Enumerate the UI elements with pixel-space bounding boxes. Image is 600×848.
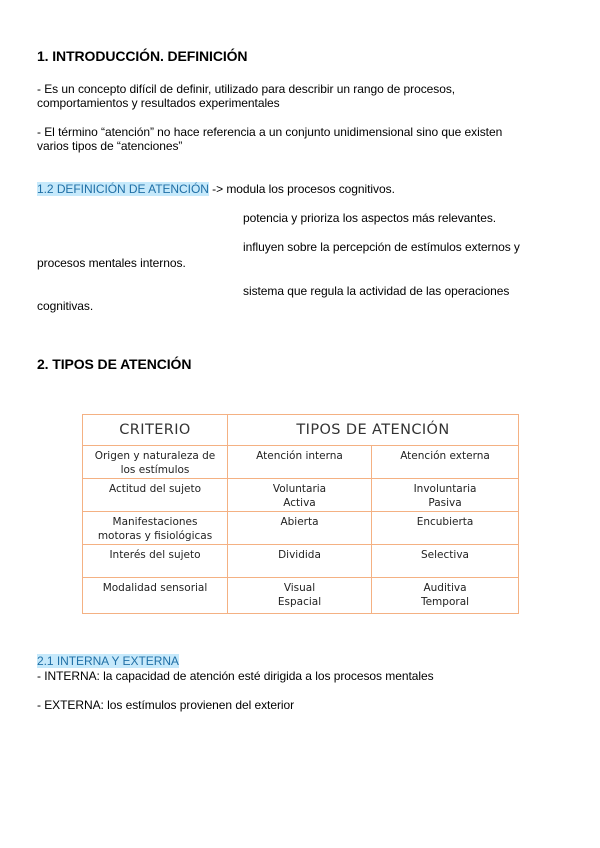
table-cell: Atención interna xyxy=(228,446,372,479)
paragraph-1-line-1: - Es un concepto difícil de definir, utilizado para describir un rango de procesos, xyxy=(37,82,456,96)
definition-text-1: -> modula los procesos cognitivos. xyxy=(208,182,395,196)
table-cell-criterio: Interés del sujeto xyxy=(83,545,228,578)
definition-line-1 xyxy=(37,182,395,196)
attention-types-table xyxy=(82,414,519,614)
table-row xyxy=(83,446,519,479)
table-row xyxy=(83,578,519,614)
definition-line-3a: influyen sobre la percepción de estímulos externos y xyxy=(243,240,520,254)
definition-line-2: potencia y prioriza los aspectos más relevantes. xyxy=(243,211,497,225)
paragraph-2-line-2: varios tipos de “atenciones” xyxy=(37,139,183,153)
section-2-1-title-line xyxy=(37,654,179,668)
section-2-1-title: 2.1 INTERNA Y EXTERNA xyxy=(37,654,179,668)
table-cell: Atención externa xyxy=(372,446,519,479)
table-cell: Involuntaria Pasiva xyxy=(372,479,519,512)
section-1-title: 1. INTRODUCCIÓN. DEFINICIÓN xyxy=(37,48,248,64)
table-cell: Dividida xyxy=(228,545,372,578)
table-header-row xyxy=(83,415,519,446)
section-1-2-title: 1.2 DEFINICIÓN DE ATENCIÓN xyxy=(37,182,209,196)
table-cell: Auditiva Temporal xyxy=(372,578,519,614)
table-row xyxy=(83,545,519,578)
header-criterio: CRITERIO xyxy=(83,415,228,446)
table-cell: Abierta xyxy=(228,512,372,545)
table-cell-criterio: Manifestaciones motoras y fisiológicas xyxy=(83,512,228,545)
interna-line: - INTERNA: la capacidad de atención esté dirigida a los procesos mentales xyxy=(37,669,434,683)
table-cell-criterio: Actitud del sujeto xyxy=(83,479,228,512)
table-cell: Visual Espacial xyxy=(228,578,372,614)
header-tipos: TIPOS DE ATENCIÓN xyxy=(228,415,519,446)
definition-line-4a: sistema que regula la actividad de las operaciones xyxy=(243,284,510,298)
table-cell-criterio: Origen y naturaleza de los estímulos xyxy=(83,446,228,479)
table-cell: Selectiva xyxy=(372,545,519,578)
section-2-title: 2. TIPOS DE ATENCIÓN xyxy=(37,356,192,372)
paragraph-2-line-1: - El término “atención” no hace referencia a un conjunto unidimensional sino que existen xyxy=(37,125,503,139)
table-cell: Voluntaria Activa xyxy=(228,479,372,512)
externa-line: - EXTERNA: los estímulos provienen del exterior xyxy=(37,698,295,712)
paragraph-1-line-2: comportamientos y resultados experimentales xyxy=(37,96,280,110)
table-row xyxy=(83,512,519,545)
table-cell-criterio: Modalidad sensorial xyxy=(83,578,228,614)
table-cell: Encubierta xyxy=(372,512,519,545)
definition-line-3b: procesos mentales internos. xyxy=(37,256,186,270)
table-row xyxy=(83,479,519,512)
definition-line-4b: cognitivas. xyxy=(37,299,94,313)
